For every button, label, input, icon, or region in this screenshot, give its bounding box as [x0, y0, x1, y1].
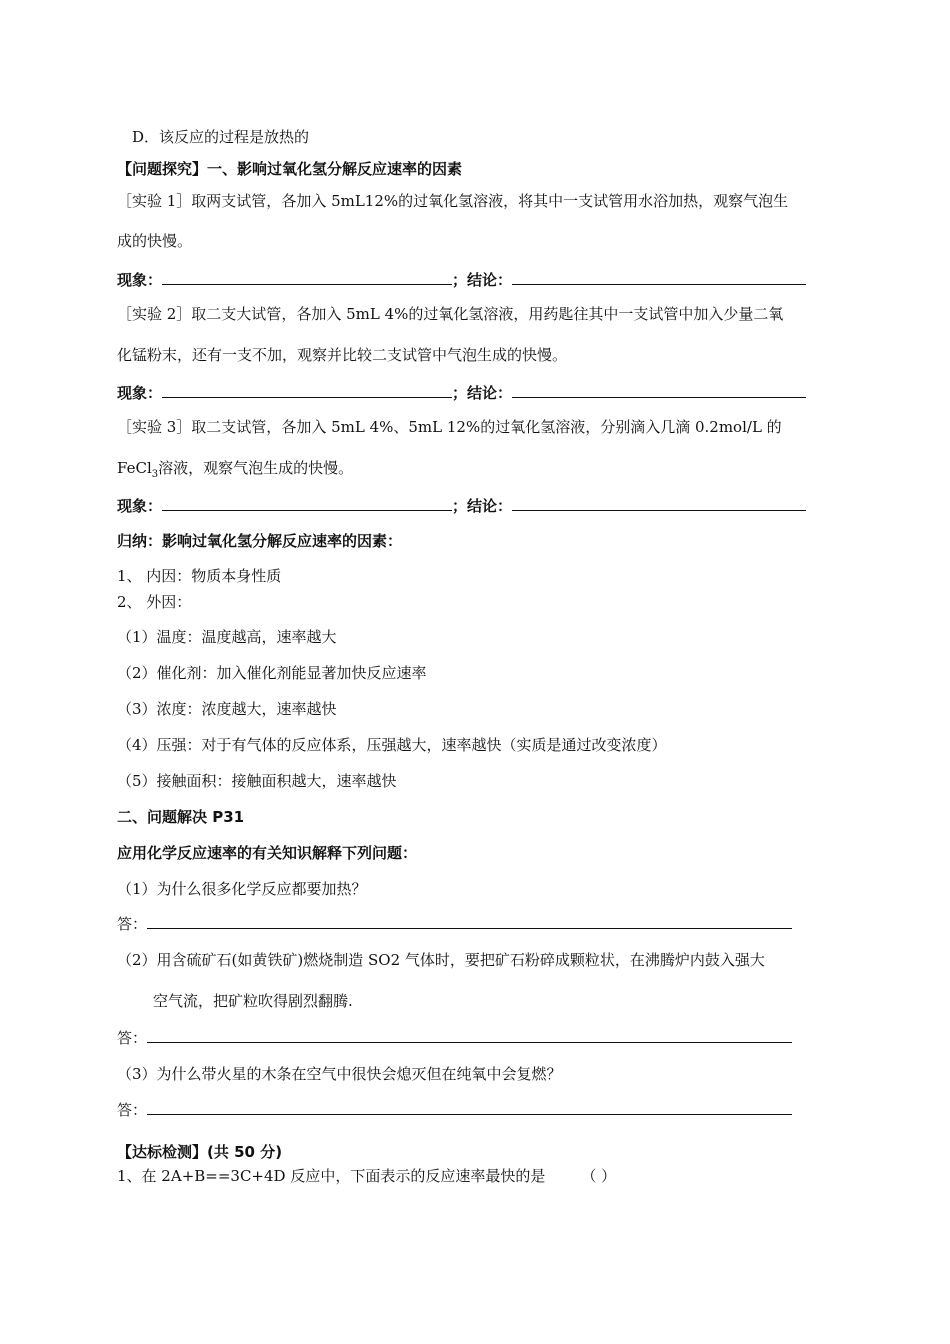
fecl-text: FeCl	[117, 459, 152, 477]
external-cause: 2、 外因：	[117, 593, 192, 611]
exp3-line2	[117, 458, 353, 485]
exp2-line2: 化锰粉末，还有一支不加，观察并比较二支试管中气泡生成的快慢。	[117, 346, 568, 364]
exp2-answer-row	[117, 383, 806, 403]
apply-heading: 应用化学反应速率的有关知识解释下列问题：	[117, 844, 418, 862]
exp2-line1: ［实验 2］取二支大试管，各加入 5mL 4%的过氧化氢溶液，用药匙往其中一支试管中加入少量二氧	[117, 305, 784, 323]
answer-label: 答：	[117, 915, 148, 933]
conclusion-label: ；结论：	[452, 497, 513, 515]
answer-row-2	[117, 1028, 792, 1048]
factor-item: （4）压强：对于有气体的反应体系，压强越大，速率越快（实质是通过改变浓度）	[117, 736, 667, 754]
answer-blank[interactable]	[147, 1100, 792, 1115]
phenomenon-label: 现象：	[117, 271, 163, 289]
phenomenon-blank[interactable]	[162, 383, 452, 398]
conclusion-blank[interactable]	[512, 270, 806, 285]
answer-row-1	[117, 914, 792, 934]
answer-row-3	[117, 1100, 792, 1120]
question-2-line2: 空气流，把矿粒吹得剧烈翻腾.	[153, 992, 353, 1010]
question-3: （3）为什么带火星的木条在空气中很快会熄灭但在纯氧中会复燃？	[117, 1065, 562, 1083]
conclusion-blank[interactable]	[512, 496, 806, 511]
test-question-1-text: 1、在 2A+B==3C+4D 反应中，下面表示的反应速率最快的是	[117, 1167, 546, 1185]
phenomenon-label: 现象：	[117, 384, 163, 402]
question-1: （1）为什么很多化学反应都要加热？	[117, 880, 367, 898]
factor-item: （3）浓度：浓度越大，速率越快	[117, 700, 337, 718]
test-heading-title: 【达标检测】	[117, 1143, 208, 1161]
exp1-answer-row	[117, 270, 806, 290]
answer-bracket[interactable]: （ ）	[581, 1167, 617, 1185]
internal-cause: 1、 内因：物质本身性质	[117, 567, 282, 585]
summary-heading: 归纳：影响过氧化氢分解反应速率的因素：	[117, 532, 403, 550]
test-question-1	[117, 1166, 616, 1186]
exp1-line1: ［实验 1］取两支试管，各加入 5mL12%的过氧化氢溶液，将其中一支试管用水浴加热，观察气泡生	[117, 192, 789, 210]
section2-heading: 二、问题解决 P31	[117, 808, 245, 826]
conclusion-label: ；结论：	[452, 271, 513, 289]
answer-label: 答：	[117, 1101, 148, 1119]
exp1-line2: 成的快慢。	[117, 232, 193, 250]
factor-item: （5）接触面积：接触面积越大，速率越快	[117, 772, 397, 790]
option-d: D．该反应的过程是放热的	[132, 128, 310, 146]
inquiry-heading: 【问题探究】一、影响过氧化氢分解反应速率的因素	[117, 160, 463, 178]
factor-item: （2）催化剂：加入催化剂能显著加快反应速率	[117, 664, 427, 682]
exp3-line2-rest: 溶液，观察气泡生成的快慢。	[158, 459, 354, 477]
question-2-line1: （2）用含硫矿石(如黄铁矿)燃烧制造 SO2 气体时，要把矿石粉碎成颗粒状，在沸腾炉内鼓入强大	[117, 951, 765, 969]
answer-blank[interactable]	[147, 1028, 792, 1043]
phenomenon-blank[interactable]	[162, 270, 452, 285]
answer-label: 答：	[117, 1029, 148, 1047]
test-heading	[117, 1142, 282, 1162]
phenomenon-label: 现象：	[117, 497, 163, 515]
factor-item: （1）温度：温度越高，速率越大	[117, 628, 337, 646]
phenomenon-blank[interactable]	[162, 496, 452, 511]
answer-blank[interactable]	[147, 914, 792, 929]
conclusion-blank[interactable]	[512, 383, 806, 398]
exp3-line1: ［实验 3］取二支试管，各加入 5mL 4%、5mL 12%的过氧化氢溶液，分别滴入几滴 0.2mol/L 的	[117, 418, 782, 436]
exp3-answer-row	[117, 496, 806, 516]
test-heading-score: (共 50 分)	[207, 1143, 283, 1161]
conclusion-label: ；结论：	[452, 384, 513, 402]
subscript-3: 3	[151, 469, 159, 480]
